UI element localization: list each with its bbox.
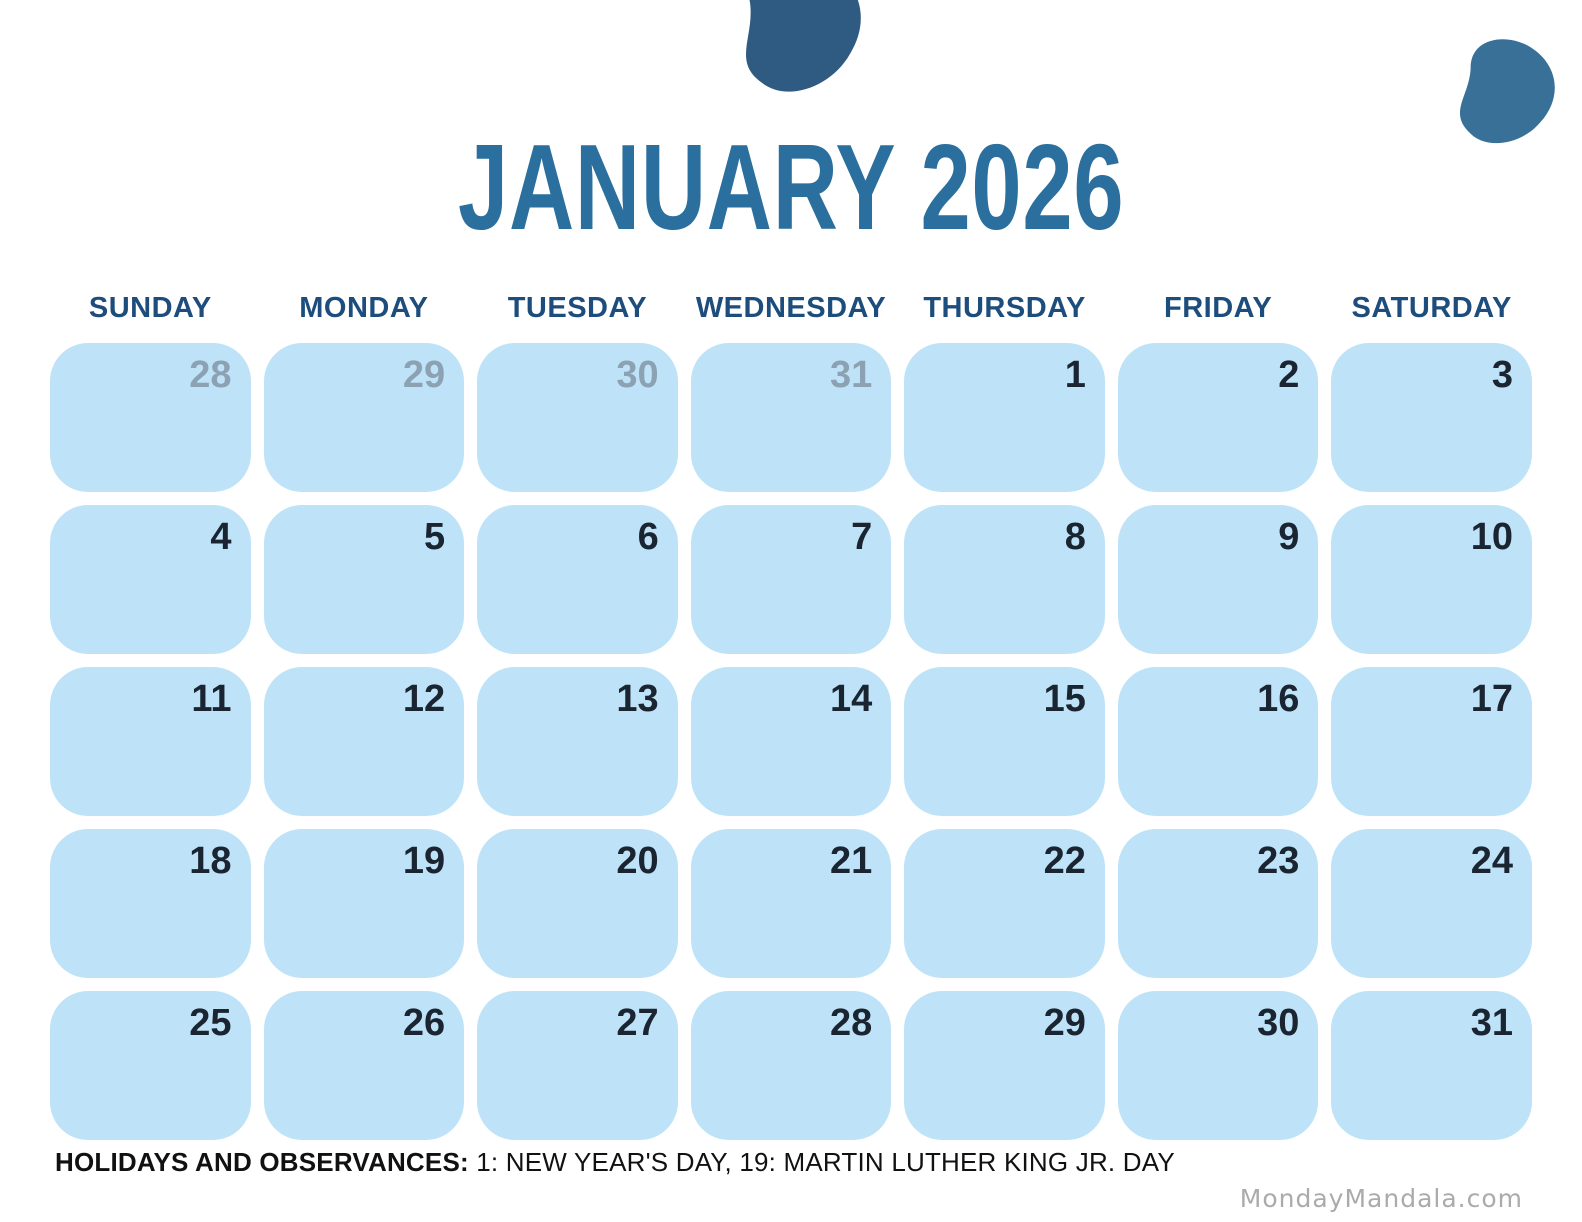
calendar-day-cell bbox=[264, 991, 465, 1140]
day-number: 2 bbox=[1278, 354, 1300, 396]
day-number: 23 bbox=[1257, 840, 1300, 882]
day-number: 30 bbox=[1257, 1002, 1300, 1044]
weekday-header-sunday: SUNDAY bbox=[88, 292, 212, 324]
day-number: 14 bbox=[830, 678, 873, 720]
calendar-day-cell bbox=[264, 343, 465, 492]
holidays-label: HOLIDAYS AND OBSERVANCES: bbox=[55, 1147, 469, 1177]
weekday-header-wednesday: WEDNESDAY bbox=[695, 292, 887, 324]
weekday-header-row bbox=[50, 292, 1532, 325]
calendar-day-cell bbox=[691, 343, 892, 492]
day-number: 17 bbox=[1470, 678, 1513, 720]
calendar-day-cell bbox=[264, 505, 465, 654]
day-number: 24 bbox=[1470, 840, 1513, 882]
day-number: 13 bbox=[616, 678, 659, 720]
calendar-day-cell bbox=[1331, 667, 1532, 816]
weekday-header-saturday: SATURDAY bbox=[1351, 292, 1512, 324]
day-number: 22 bbox=[1043, 840, 1086, 882]
day-number: 27 bbox=[616, 1002, 659, 1044]
calendar-grid bbox=[50, 343, 1532, 1140]
day-number: 3 bbox=[1491, 354, 1513, 396]
holidays-note bbox=[55, 1147, 1175, 1178]
snowflake-icon bbox=[733, 0, 870, 103]
day-number: 28 bbox=[189, 354, 232, 396]
calendar-day-cell bbox=[1331, 343, 1532, 492]
calendar-day-cell bbox=[691, 505, 892, 654]
day-number: 10 bbox=[1470, 516, 1513, 558]
calendar-day-cell bbox=[1118, 343, 1319, 492]
calendar-day-cell bbox=[50, 343, 251, 492]
calendar-day-cell bbox=[477, 343, 678, 492]
day-number: 15 bbox=[1043, 678, 1086, 720]
day-number: 25 bbox=[189, 1002, 232, 1044]
holidays-text: 1: NEW YEAR'S DAY, 19: MARTIN LUTHER KING JR. DAY bbox=[468, 1147, 1175, 1177]
day-number: 29 bbox=[402, 354, 446, 396]
day-number: 5 bbox=[424, 516, 446, 558]
day-number: 21 bbox=[830, 840, 873, 882]
page-title: JANUARY 2026 bbox=[457, 119, 1125, 255]
calendar-day-cell bbox=[1331, 991, 1532, 1140]
calendar-day-cell bbox=[691, 829, 892, 978]
day-number: 18 bbox=[189, 840, 232, 882]
day-number: 28 bbox=[830, 1002, 873, 1044]
weekday-header-friday: FRIDAY bbox=[1163, 292, 1273, 324]
calendar-day-cell bbox=[904, 829, 1105, 978]
calendar-day-cell bbox=[264, 667, 465, 816]
calendar-day-cell bbox=[477, 829, 678, 978]
day-number: 30 bbox=[616, 354, 659, 396]
calendar-day-cell bbox=[1118, 505, 1319, 654]
calendar-day-cell bbox=[477, 991, 678, 1140]
weekday-header-tuesday: TUESDAY bbox=[507, 292, 648, 324]
calendar-day-cell bbox=[50, 829, 251, 978]
day-number: 6 bbox=[637, 516, 659, 558]
calendar-day-cell bbox=[904, 991, 1105, 1140]
day-number: 31 bbox=[1470, 1002, 1513, 1044]
day-number: 9 bbox=[1278, 516, 1300, 558]
day-number: 26 bbox=[402, 1002, 446, 1044]
page-title-wrap bbox=[0, 119, 1582, 255]
day-number: 29 bbox=[1043, 1002, 1086, 1044]
calendar-day-cell bbox=[691, 991, 892, 1140]
weekday-header-monday: MONDAY bbox=[299, 292, 429, 324]
day-number: 8 bbox=[1064, 516, 1086, 558]
day-number: 7 bbox=[851, 516, 873, 558]
watermark: MondayMandala.com bbox=[1239, 1184, 1523, 1213]
calendar-day-cell bbox=[904, 505, 1105, 654]
day-number: 20 bbox=[616, 840, 659, 882]
calendar-day-cell bbox=[1118, 667, 1319, 816]
calendar-day-cell bbox=[1331, 829, 1532, 978]
day-number: 12 bbox=[402, 678, 446, 720]
calendar-day-cell bbox=[1118, 829, 1319, 978]
day-number: 31 bbox=[830, 354, 873, 396]
calendar-day-cell bbox=[477, 505, 678, 654]
day-number: 4 bbox=[210, 516, 232, 558]
calendar-day-cell bbox=[904, 343, 1105, 492]
calendar-day-cell bbox=[904, 667, 1105, 816]
calendar-day-cell bbox=[1331, 505, 1532, 654]
calendar-day-cell bbox=[691, 667, 892, 816]
calendar-day-cell bbox=[477, 667, 678, 816]
day-number: 16 bbox=[1257, 678, 1300, 720]
calendar-day-cell bbox=[50, 667, 251, 816]
day-number: 1 bbox=[1064, 354, 1086, 396]
day-number: 19 bbox=[402, 840, 446, 882]
calendar-day-cell bbox=[1118, 991, 1319, 1140]
calendar-day-cell bbox=[50, 505, 251, 654]
calendar-day-cell bbox=[264, 829, 465, 978]
day-number: 11 bbox=[191, 678, 232, 720]
calendar-day-cell bbox=[50, 991, 251, 1140]
weekday-header-thursday: THURSDAY bbox=[923, 292, 1086, 324]
